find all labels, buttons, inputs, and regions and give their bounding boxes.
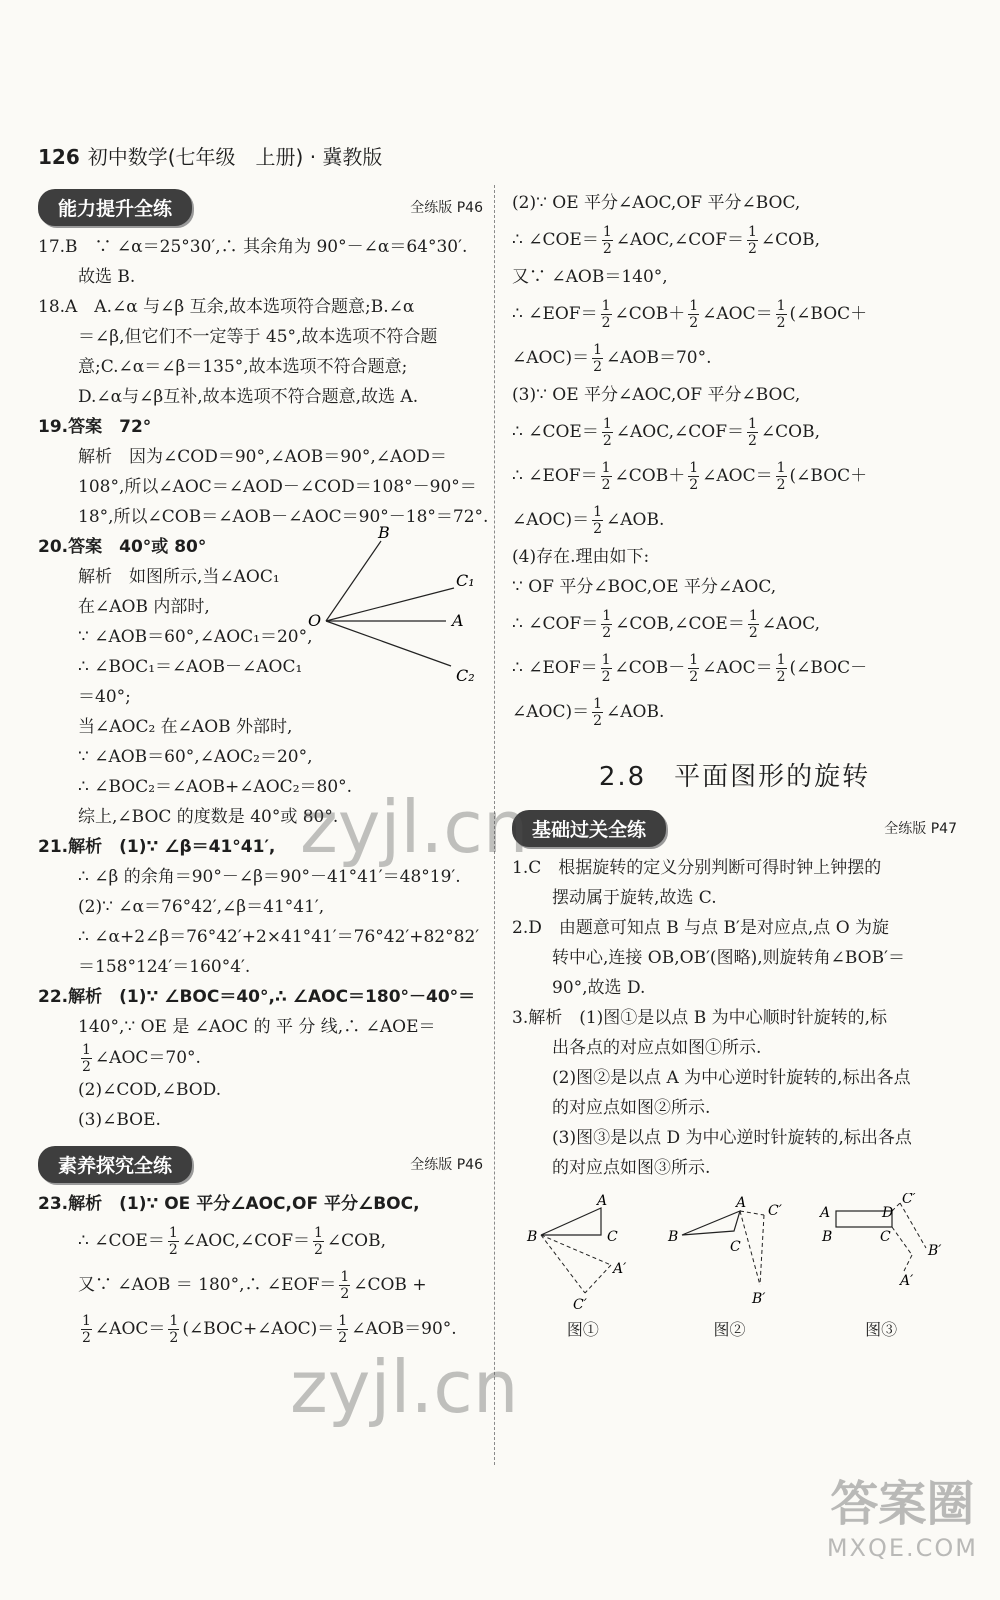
watermark-logo [827, 1465, 978, 1562]
figure-3-drawing [816, 1193, 946, 1313]
page-header [38, 141, 382, 170]
svg-text:A′: A′ [612, 1261, 627, 1277]
text-line: 解析 因为∠COD＝90°,∠AOB＝90°,∠AOD＝ [78, 447, 447, 467]
banner-ref: 全练版 P47 [884, 821, 957, 837]
text-line: 18.A A.∠α 与∠β 互余,故本选项符合题意;B.∠α [38, 297, 415, 317]
text-line: 又∵ ∠AOB＝140°, [512, 267, 668, 287]
text-line: ∴ ∠EOF＝ $\frac{1}{2}$ ∠COB－ $\frac{1}{2}$ ∠AOC＝ $\frac{1}{2}$ (∠BOC－ [512, 652, 868, 685]
text-line: (3)∠BOE. [78, 1110, 161, 1130]
rotation-figures [512, 1193, 957, 1340]
text-line: 出各点的对应点如图①所示. [552, 1038, 762, 1058]
part-4 [512, 542, 957, 734]
banner-ref: 全练版 P46 [410, 200, 483, 216]
text-line: $\frac{1}{2}$ ∠AOC＝ $\frac{1}{2}$ (∠BOC+∠AOC)＝ $\frac{1}{2}$ ∠AOB＝90°. [82, 1313, 457, 1346]
logo-url: MXQE.COM [826, 1534, 978, 1562]
text-line: 转中心,连接 OB,OB′(图略),则旋转角∠BOB′＝ [552, 948, 905, 968]
svg-text:C′: C′ [768, 1203, 783, 1219]
text-line: ∵ ∠AOB＝60°,∠AOC₂＝20°, [78, 747, 313, 767]
text-line: (3)图③是以点 D 为中心逆时针旋转的,标出各点 [552, 1128, 912, 1148]
banner-inquiry [38, 1147, 483, 1181]
banner-title: 能力提升全练 [38, 189, 192, 226]
text-line: 的对应点如图②所示. [552, 1098, 711, 1118]
svg-text:B′: B′ [928, 1243, 942, 1259]
answer-3 [512, 1003, 957, 1183]
svg-text:B′: B′ [752, 1291, 766, 1307]
figure-2 [664, 1193, 794, 1340]
text-line: (4)存在.理由如下: [512, 547, 650, 567]
watermark-site: zyjl.cn [300, 785, 529, 869]
point-c1-label: C₁ [456, 571, 475, 590]
svg-text:B: B [526, 1229, 538, 1245]
answer-17 [38, 232, 483, 292]
text-line: 17.B ∵ ∠α＝25°30′,∴ 其余角为 90°－∠α＝64°30′. [38, 237, 468, 257]
watermark-site: zyjl.cn [290, 1345, 519, 1429]
text-line: ∴ ∠EOF＝ $\frac{1}{2}$ ∠COB＋ $\frac{1}{2}$ ∠AOC＝ $\frac{1}{2}$ (∠BOC＋ [512, 298, 868, 331]
answer-2 [512, 913, 957, 1003]
text-line: 20.答案 40°或 80° [38, 537, 207, 557]
text-line: (2)∠COD,∠BOD. [78, 1080, 222, 1100]
text-line: 当∠AOC₂ 在∠AOB 外部时, [78, 717, 293, 737]
left-column [38, 188, 489, 1351]
answer-1 [512, 853, 957, 913]
figure-2-caption: 图② [713, 1320, 746, 1339]
banner-ref: 全练版 P46 [410, 1157, 483, 1173]
text-line: 又∵ ∠AOB ＝ 180°,∴ ∠EOF＝ $\frac{1}{2}$ ∠COB + [78, 1269, 427, 1302]
page-number: 126 [38, 145, 80, 169]
text-line: 2.D 由题意可知点 B 与点 B′是对应点,点 O 为旋 [512, 918, 890, 938]
svg-text:C′: C′ [572, 1297, 587, 1313]
text-line: ∴ ∠BOC₂＝∠AOB+∠AOC₂＝80°. [78, 777, 353, 797]
text-line: 解析 如图所示,当∠AOC₁ [78, 567, 280, 587]
text-line: ∵ ∠AOB＝60°,∠AOC₁＝20°, [78, 627, 313, 647]
text-line: 意;C.∠α＝∠β＝135°,故本选项不符合题意; [78, 357, 408, 377]
text-line: 摆动属于旋转,故选 C. [552, 888, 717, 908]
figure-3 [816, 1193, 946, 1340]
answer-22 [38, 982, 483, 1135]
text-line: (3)∵ OE 平分∠AOC,OF 平分∠BOC, [512, 385, 801, 405]
text-line: ∴ ∠COE＝ $\frac{1}{2}$ ∠AOC,∠COF＝ $\frac{1}{2}$ ∠COB, [512, 224, 821, 257]
figure-1-caption: 图① [566, 1320, 599, 1339]
text-line: 90°,故选 D. [552, 978, 646, 998]
point-b-label: B [378, 526, 390, 542]
logo-text: 答案圈 [830, 1476, 975, 1532]
svg-text:A: A [820, 1205, 831, 1221]
angle-figure-20 [306, 526, 486, 711]
right-column [512, 188, 957, 1340]
text-line: ∴ ∠COE＝ $\frac{1}{2}$ ∠AOC,∠COF＝ $\frac{1}{2}$ ∠COB, [78, 1225, 387, 1258]
text-line: ＝∠β,但它们不一定等于 45°,故本选项不符合题 [78, 327, 438, 347]
text-line: ∴ ∠COE＝ $\frac{1}{2}$ ∠AOC,∠COF＝ $\frac{1}{2}$ ∠COB, [512, 416, 821, 449]
svg-text:D: D [882, 1205, 894, 1221]
text-line: 108°,所以∠AOC＝∠AOD－∠COD＝108°－90°＝ [78, 477, 477, 497]
svg-text:C′: C′ [902, 1193, 917, 1207]
text-line: 3.解析 (1)图①是以点 B 为中心顺时针旋转的,标 [512, 1008, 888, 1028]
text-line: 23.解析 (1)∵ OE 平分∠AOC,OF 平分∠BOC, [38, 1194, 420, 1214]
svg-text:A′: A′ [900, 1273, 914, 1289]
answer-18 [38, 292, 483, 412]
section-heading: 2.8 平面图形的旋转 [598, 762, 871, 792]
text-line: 19.答案 72° [38, 417, 152, 437]
point-a-label: A [452, 611, 464, 630]
text-line: 140°,∵ OE 是 ∠AOC 的 平 分 线,∴ ∠AOE＝ [78, 1017, 436, 1037]
point-c2-label: C₂ [456, 666, 475, 685]
text-line: ∠AOC)＝ $\frac{1}{2}$ ∠AOB. [512, 504, 665, 537]
text-line: 18°,所以∠COB＝∠AOB－∠AOC＝90°－18°＝72°. [78, 507, 489, 527]
text-line: (2)∵ OE 平分∠AOC,OF 平分∠BOC, [512, 193, 801, 213]
book-title: 初中数学(七年级 上册) · 冀教版 [87, 145, 383, 169]
part-3 [512, 380, 957, 542]
text-line: ∠AOC)＝ $\frac{1}{2}$ ∠AOB＝70°. [512, 342, 712, 375]
svg-text:C: C [880, 1229, 891, 1245]
text-line: D.∠α与∠β互补,故本选项不符合题意,故选 A. [78, 387, 419, 407]
text-line: (2)图②是以点 A 为中心逆时针旋转的,标出各点 [552, 1068, 911, 1088]
point-o-label: O [308, 611, 322, 630]
svg-text:C: C [730, 1239, 742, 1255]
figure-3-caption: 图③ [865, 1320, 898, 1339]
text-line: 的对应点如图③所示. [552, 1158, 711, 1178]
svg-text:B: B [668, 1229, 679, 1245]
svg-text:A: A [596, 1193, 607, 1209]
banner-title: 基础过关全练 [512, 810, 666, 847]
text-line: 21.解析 (1)∵ ∠β＝41°41′, [38, 837, 276, 857]
text-line: 故选 B. [78, 267, 136, 287]
text-line: ＝40°; [78, 687, 131, 707]
text-line: 22.解析 (1)∵ ∠BOC＝40°,∴ ∠AOC＝180°－40°＝ [38, 987, 476, 1007]
text-line: ∵ OF 平分∠BOC,OE 平分∠AOC, [512, 577, 777, 597]
banner-basic [512, 811, 957, 845]
text-line: 在∠AOB 内部时, [78, 597, 210, 617]
text-line: ∴ ∠EOF＝ $\frac{1}{2}$ ∠COB＋ $\frac{1}{2}$ ∠AOC＝ $\frac{1}{2}$ (∠BOC＋ [512, 460, 868, 493]
text-line: 1.C 根据旋转的定义分别判断可得时钟上钟摆的 [512, 858, 882, 878]
svg-text:A: A [736, 1195, 747, 1211]
svg-text:C: C [606, 1229, 618, 1245]
text-line: $\frac{1}{2}$ ∠AOC＝70°. [82, 1042, 201, 1075]
text-line: ∴ ∠α+2∠β＝76°42′+2×41°41′＝76°42′+82°82′ [78, 927, 480, 947]
text-line: 综上,∠BOC 的度数是 40°或 80°. [78, 807, 339, 827]
answer-19 [38, 412, 489, 532]
text-line: ＝158°124′＝160°4′. [78, 957, 251, 977]
fraction: $\frac{1}{2}$ [82, 1042, 91, 1075]
text-line: ∴ ∠β 的余角＝90°－∠β＝90°－41°41′＝48°19′. [78, 867, 461, 887]
figure-2-drawing [664, 1193, 794, 1313]
part-2 [512, 188, 957, 380]
banner-ability [38, 190, 483, 224]
text-line: ∠AOC)＝ $\frac{1}{2}$ ∠AOB. [512, 696, 665, 729]
text-line: ∴ ∠BOC₁＝∠AOB－∠AOC₁ [78, 657, 303, 677]
figure-1-drawing [523, 1193, 643, 1313]
text-line: ∴ ∠COF＝ $\frac{1}{2}$ ∠COB,∠COE＝ $\frac{1}{2}$ ∠AOC, [512, 608, 821, 641]
answer-23 [38, 1189, 483, 1351]
figure-1 [523, 1193, 643, 1340]
text-line: (2)∵ ∠α＝76°42′,∠β＝41°41′, [78, 897, 325, 917]
banner-title: 素养探究全练 [38, 1146, 192, 1183]
svg-text:B: B [822, 1229, 833, 1245]
